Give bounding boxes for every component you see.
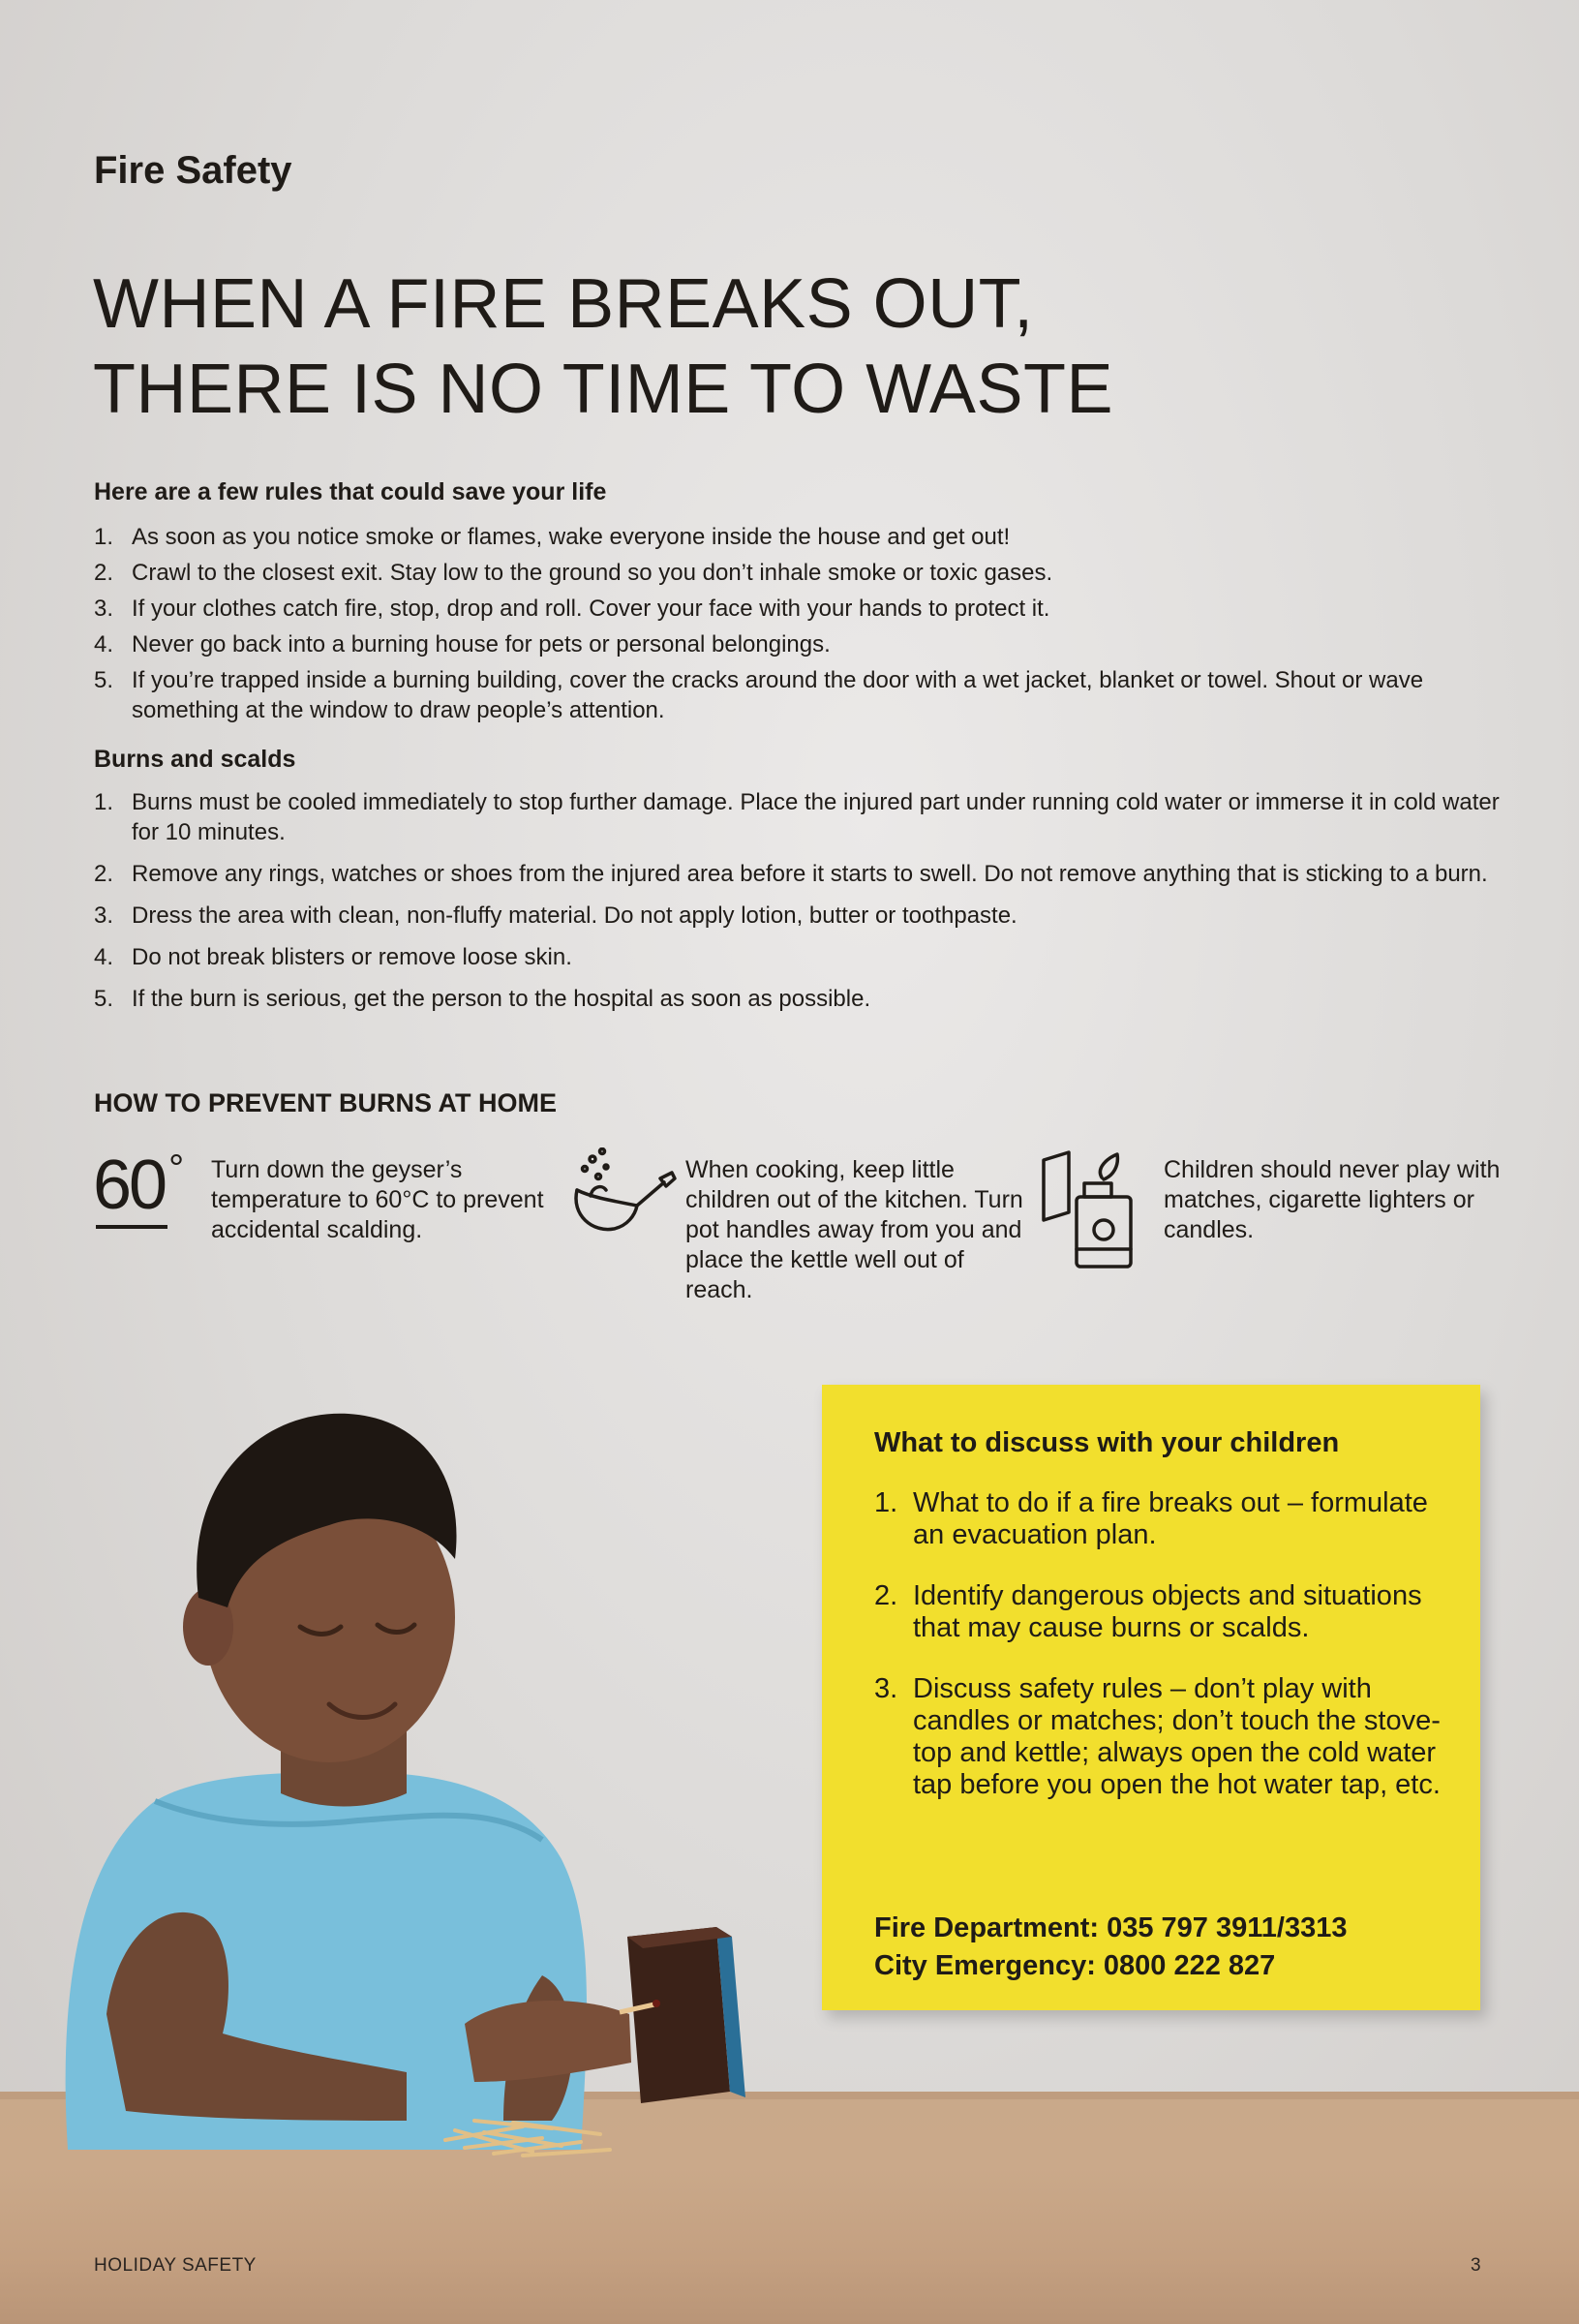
list-item: 3. Discuss safety rules – don’t play with candles or matches; don’t touch the stove-top and kettle; always open the cold water tap before you open the hot water tap, etc. [874, 1673, 1441, 1800]
list-item: 1. Burns must be cooled immediately to stop further damage. Place the injured part under running cold water or immerse it in cold water for 10 minutes. [94, 789, 1500, 845]
list-item: 4. Do not break blisters or remove loose skin. [94, 944, 572, 970]
matches-lighter-icon [1040, 1148, 1137, 1270]
list-item: 5. If you’re trapped inside a burning building, cover the cracks around the door with a wet jacket, blanket or towel. Shout or wave something at the window to draw people’s attention. [94, 667, 1424, 723]
rules-heading: Here are a few rules that could save your life [94, 478, 607, 505]
list-item: 5. If the burn is serious, get the person to the hospital as soon as possible. [94, 986, 871, 1012]
footer-label: HOLIDAY SAFETY [94, 2255, 257, 2276]
list-item: 1. What to do if a fire breaks out – formulate an evacuation plan. [874, 1487, 1428, 1550]
tip-geyser: Turn down the geyser’s temperature to 60°C to prevent accidental scalding. [211, 1156, 544, 1243]
list-item: 2. Crawl to the closest exit. Stay low to the ground so you don’t inhale smoke or toxic gases. [94, 560, 1053, 586]
list-item: 3. If your clothes catch fire, stop, drop and roll. Cover your face with your hands to protect it. [94, 596, 1050, 622]
prevent-heading: HOW TO PREVENT BURNS AT HOME [94, 1088, 558, 1117]
page-number: 3 [1471, 2255, 1481, 2276]
list-item: 2. Remove any rings, watches or shoes from the injured area before it starts to swell. Do not remove anything that is sticking to a burn. [94, 861, 1488, 887]
headline-line-1: WHEN A FIRE BREAKS OUT, [93, 265, 1034, 343]
list-item: 2. Identify dangerous objects and situations that may cause burns or scalds. [874, 1580, 1422, 1643]
thermometer-60-icon: 60 ° [93, 1147, 182, 1224]
tip-cooking: When cooking, keep little children out of the kitchen. Turn pot handles away from you and place the kettle well out of reach. [685, 1156, 1023, 1303]
list-item: 4. Never go back into a burning house for pets or personal belongings. [94, 631, 831, 657]
headline [93, 261, 1113, 432]
emergency-contacts [874, 1910, 1347, 1985]
burns-list [94, 787, 1507, 1025]
list-item: 1. As soon as you notice smoke or flames, wake everyone inside the house and get out! [94, 524, 1011, 550]
discussion-box [822, 1385, 1480, 2010]
frying-pan-icon [563, 1147, 680, 1244]
temperature-underline [96, 1225, 167, 1229]
headline-line-2: THERE IS NO TIME TO WASTE [93, 351, 1113, 428]
city-emergency-number: City Emergency: 0800 222 827 [874, 1950, 1276, 1981]
rules-list [94, 522, 1507, 731]
child-with-matches-photo [39, 1317, 774, 2159]
burns-heading: Burns and scalds [94, 746, 296, 773]
discussion-heading: What to discuss with your children [874, 1427, 1340, 1458]
fire-department-number: Fire Department: 035 797 3911/3313 [874, 1912, 1348, 1943]
tip-matches: Children should never play with matches, cigarette lighters or candles. [1164, 1156, 1501, 1243]
list-item: 3. Dress the area with clean, non-fluffy material. Do not apply lotion, butter or toothpaste. [94, 902, 1017, 929]
discussion-list [874, 1487, 1445, 1830]
section-title: Fire Safety [94, 149, 292, 192]
